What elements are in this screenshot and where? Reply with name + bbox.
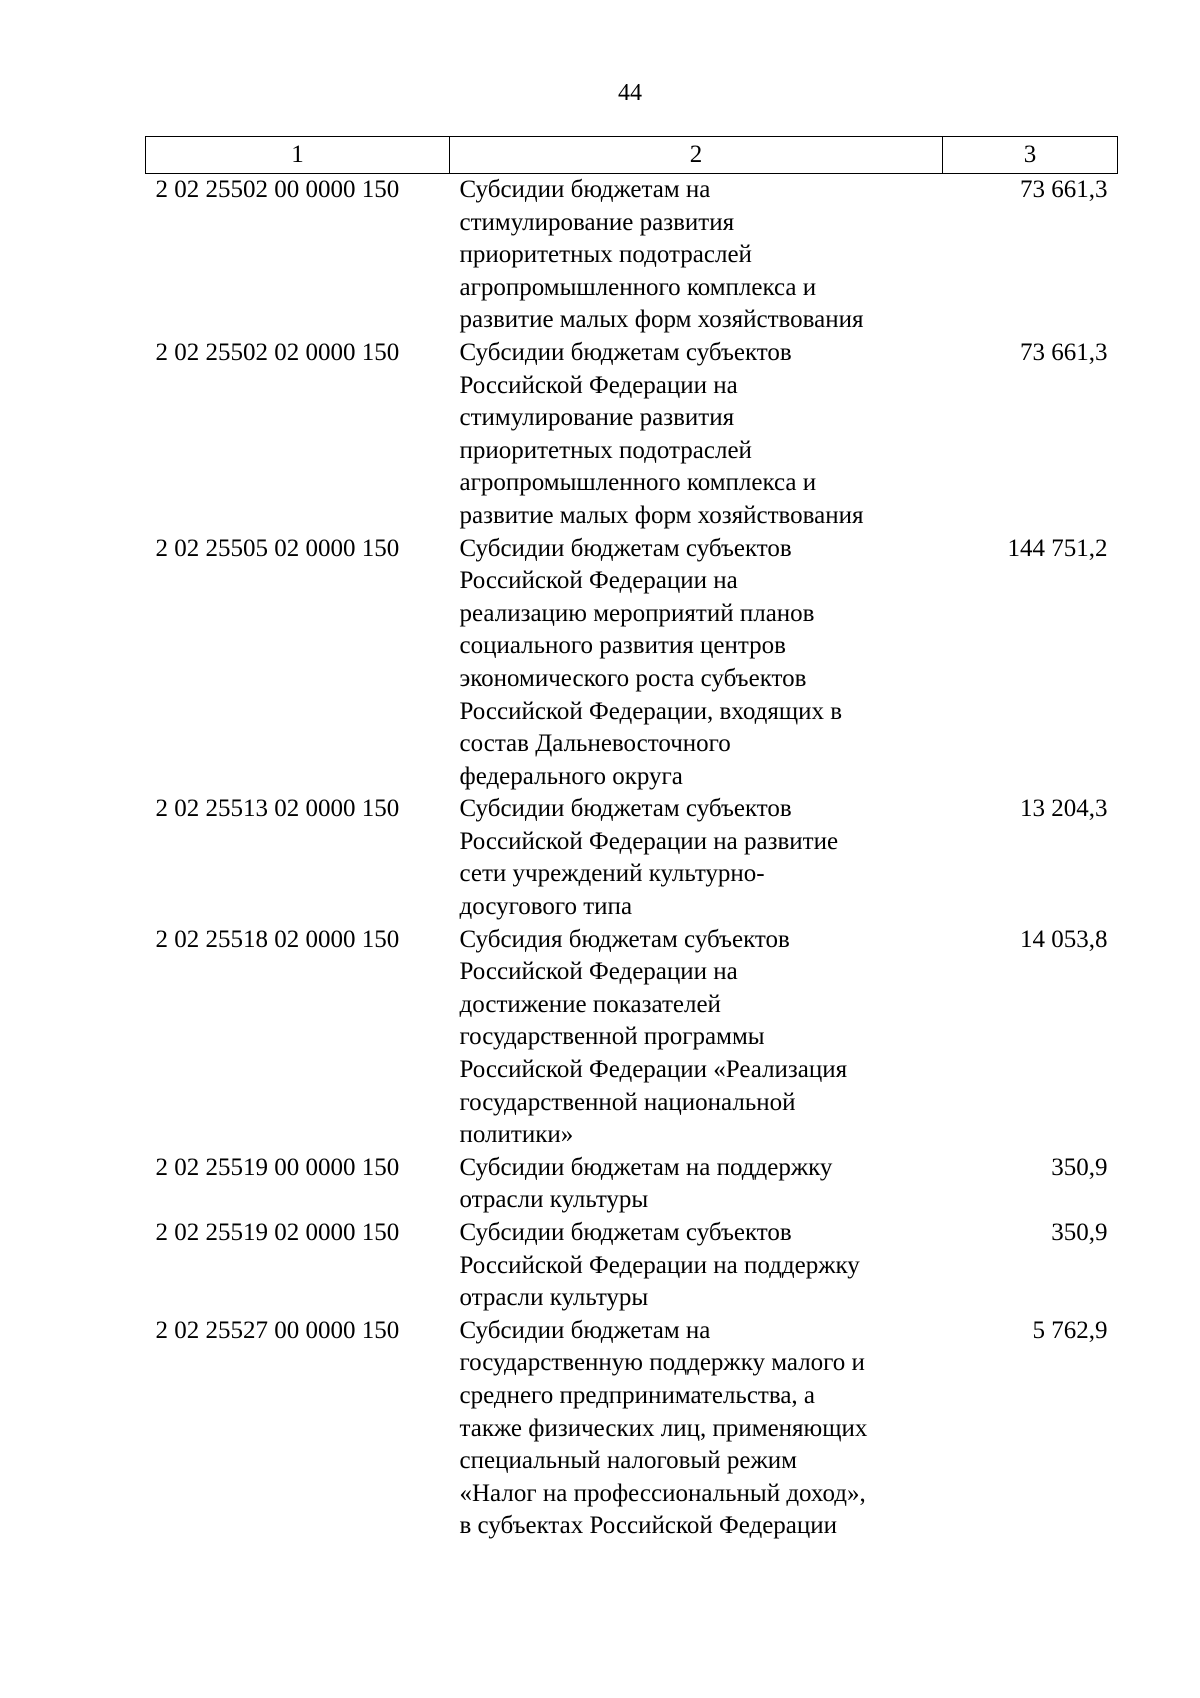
- revenue-name-line: приоритетных подотраслей: [459, 436, 752, 464]
- revenue-name-line: приоритетных подотраслей: [459, 241, 752, 269]
- revenue-name-cell: [450, 1152, 943, 1217]
- table-row: [146, 533, 1118, 794]
- revenue-name-line: сети учреждений культурно-: [459, 860, 765, 888]
- revenue-name-line: агропромышленного комплекса и: [459, 469, 817, 497]
- revenue-name-line: Субсидии бюджетам субъектов: [459, 1219, 792, 1246]
- table-row: [146, 1152, 1118, 1217]
- header-column-3: 3: [943, 137, 1118, 174]
- revenue-name-line: государственную поддержку малого и: [459, 1349, 865, 1377]
- revenue-name-line: Субсидия бюджетам субъектов: [459, 925, 790, 953]
- header-column-2: 2: [450, 137, 943, 174]
- amount-cell: 13 204,3: [1020, 795, 1108, 823]
- revenue-code-cell: 2 02 25519 00 0000 150: [155, 1153, 400, 1181]
- revenue-code-cell: 2 02 25527 00 0000 150: [155, 1316, 400, 1344]
- revenue-name-line: состав Дальневосточного: [459, 730, 731, 758]
- revenue-code-cell: 2 02 25505 02 0000 150: [155, 534, 400, 562]
- revenue-name-line: отрасли культуры: [459, 1186, 649, 1214]
- table-row: [146, 174, 1118, 337]
- revenue-name-line: развитие малых форм хозяйствования: [459, 501, 864, 529]
- revenue-name-line: Субсидии бюджетам субъектов: [459, 795, 792, 823]
- revenue-name-line: Российской Федерации, входящих в: [459, 697, 843, 725]
- revenue-name-line: Российской Федерации на развитие: [459, 827, 839, 855]
- table-body: [146, 174, 1118, 1543]
- revenue-name-line: государственной программы: [459, 1023, 765, 1051]
- revenue-name-line: Субсидии бюджетам на поддержку: [459, 1153, 833, 1181]
- revenue-name-line: среднего предпринимательства, а: [459, 1381, 816, 1409]
- revenue-name-line: федерального округа: [459, 762, 683, 790]
- amount-cell: 5 762,9: [1032, 1316, 1108, 1344]
- revenue-code-cell: 2 02 25513 02 0000 150: [155, 795, 400, 823]
- revenue-name-cell: [450, 1217, 943, 1315]
- revenue-name-cell: [450, 1315, 943, 1543]
- revenue-name-line: «Налог на профессиональный доход»,: [459, 1479, 866, 1507]
- revenue-name-line: агропромышленного комплекса и: [459, 273, 817, 301]
- revenue-name-cell: [450, 533, 943, 794]
- revenue-name-line: политики»: [459, 1121, 574, 1149]
- revenue-name-line: реализацию мероприятий планов: [459, 599, 815, 627]
- table-row: [146, 1217, 1118, 1315]
- revenue-name-line: Российской Федерации «Реализация: [459, 1056, 848, 1084]
- revenue-name-line: также физических лиц, применяющих: [459, 1414, 868, 1442]
- table-row: [146, 337, 1118, 533]
- revenue-code-cell: 2 02 25519 02 0000 150: [155, 1219, 400, 1246]
- revenue-name-line: досугового типа: [459, 893, 633, 921]
- amount-cell: 14 053,8: [1020, 925, 1108, 953]
- revenue-code-cell: 2 02 25502 00 0000 150: [155, 176, 400, 203]
- budget-table-container: [145, 136, 1117, 1543]
- amount-cell: 73 661,3: [1020, 176, 1108, 203]
- revenue-name-line: стимулирование развития: [459, 404, 735, 432]
- revenue-name-line: Российской Федерации на поддержку: [459, 1251, 860, 1279]
- table-header: [146, 137, 1118, 174]
- revenue-name-line: стимулирование развития: [459, 208, 735, 236]
- revenue-name-cell: [450, 793, 943, 923]
- header-row: [146, 137, 1118, 174]
- table-row: [146, 1315, 1118, 1543]
- amount-cell: 73 661,3: [1020, 338, 1108, 366]
- revenue-name-line: экономического роста субъектов: [459, 664, 807, 692]
- revenue-code-cell: 2 02 25518 02 0000 150: [155, 925, 400, 953]
- amount-cell: 350,9: [1051, 1153, 1108, 1181]
- revenue-name-line: Российской Федерации на: [459, 567, 738, 595]
- page-number: 44: [618, 80, 642, 106]
- revenue-name-line: государственной национальной: [459, 1088, 796, 1116]
- revenue-name-line: Субсидии бюджетам субъектов: [459, 338, 792, 366]
- budget-revenue-table: [145, 136, 1118, 1543]
- revenue-name-line: развитие малых форм хозяйствования: [459, 306, 864, 334]
- revenue-name-line: Российской Федерации на: [459, 958, 738, 986]
- amount-cell: 144 751,2: [1007, 534, 1108, 562]
- revenue-name-cell: [450, 337, 943, 533]
- revenue-name-line: Субсидии бюджетам на: [459, 176, 711, 203]
- revenue-name-line: Российской Федерации на: [459, 371, 738, 399]
- revenue-code-cell: 2 02 25502 02 0000 150: [155, 338, 400, 366]
- header-column-1: 1: [146, 137, 450, 174]
- revenue-name-line: специальный налоговый режим: [459, 1447, 797, 1475]
- amount-cell: 350,9: [1051, 1219, 1108, 1246]
- table-row: [146, 924, 1118, 1152]
- revenue-name-line: социального развития центров: [459, 632, 786, 660]
- table-row: [146, 793, 1118, 923]
- revenue-name-line: Субсидии бюджетам на: [459, 1316, 711, 1344]
- revenue-name-cell: [450, 924, 943, 1152]
- revenue-name-line: в субъектах Российской Федерации: [459, 1512, 838, 1540]
- revenue-name-line: достижение показателей: [459, 990, 721, 1018]
- revenue-name-cell: [450, 174, 943, 337]
- revenue-name-line: отрасли культуры: [459, 1284, 649, 1312]
- revenue-name-line: Субсидии бюджетам субъектов: [459, 534, 792, 562]
